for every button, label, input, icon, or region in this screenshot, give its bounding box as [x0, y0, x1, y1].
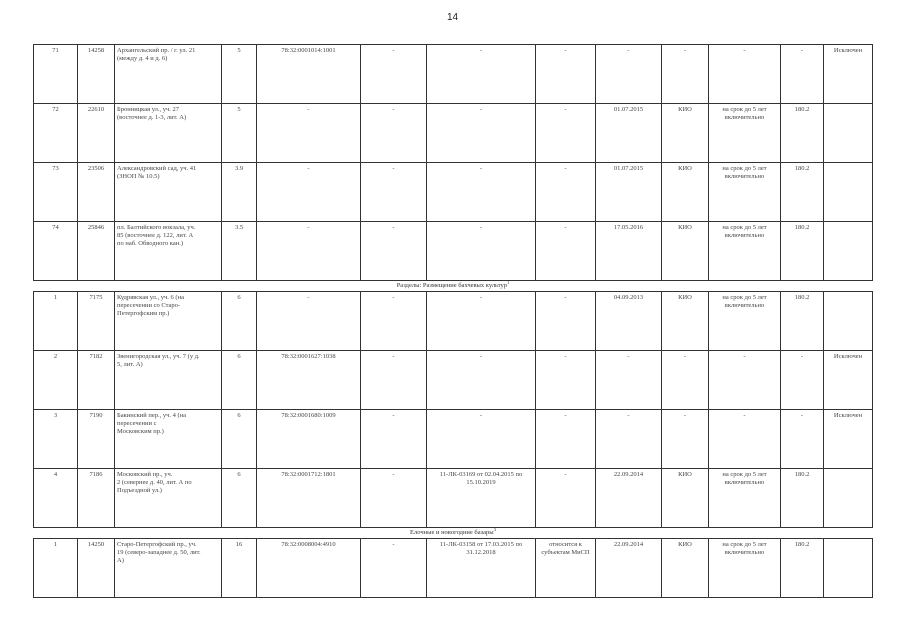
cell-area: 6	[222, 469, 257, 528]
address-line: 5, лит. А)	[117, 361, 143, 368]
cell-address	[115, 410, 222, 469]
cell-authority: КИО	[662, 292, 709, 351]
cell-contract: -	[427, 163, 536, 222]
cell-row-number: 4	[34, 469, 78, 528]
cell-status	[824, 539, 873, 598]
cell-cadastral-number: 78:32:0001712:1801	[257, 469, 361, 528]
cell-contract: -	[427, 222, 536, 281]
cell-cadastral-number: 78:32:0001627:1038	[257, 351, 361, 410]
cell-date: 01.07.2015	[596, 163, 662, 222]
cell-date: -	[596, 45, 662, 104]
cell-status: Исключен	[824, 351, 873, 410]
cell-area: 3.5	[222, 222, 257, 281]
cell-row-number: 71	[34, 45, 78, 104]
address-line: Московским пр.)	[117, 428, 164, 435]
cell-authority: -	[662, 45, 709, 104]
cell-contract: -	[427, 104, 536, 163]
cell-cadastral-number: 78:32:0001014:1001	[257, 45, 361, 104]
cell-term: на срок до 5 лет включительно	[709, 163, 781, 222]
address-line: (между д. 4 и д. 6)	[117, 55, 168, 62]
cell-area: 3.9	[222, 163, 257, 222]
cell-object-id: 25846	[78, 222, 115, 281]
cell-row-number: 3	[34, 410, 78, 469]
cell-authority: -	[662, 410, 709, 469]
table-row	[34, 104, 873, 163]
cell-term: -	[709, 410, 781, 469]
cell-date: -	[596, 351, 662, 410]
address-line: (восточнее д. 1-3, лит. А)	[117, 114, 187, 121]
cell-address	[115, 45, 222, 104]
cell-smb-status: -	[536, 351, 596, 410]
cell-contract: 11-ЛК-03169 от 02.04.2015 по 15.10.2019	[427, 469, 536, 528]
cell-object-id: 22610	[78, 104, 115, 163]
cell-row-number: 73	[34, 163, 78, 222]
address-line: Кудрявская ул., уч. 6 (на	[117, 294, 184, 301]
cell-contract: -	[427, 351, 536, 410]
cell-col-5: -	[361, 163, 427, 222]
data-table	[33, 44, 873, 598]
address-line: 19 (северо-западнее д. 50, лит.	[117, 549, 201, 556]
address-line: Подъездной ул.)	[117, 487, 162, 494]
page-number: 14	[446, 12, 459, 23]
footnote-marker: 3	[493, 527, 496, 532]
section-heading-text: Елочные и новогодние базары	[410, 529, 494, 536]
cell-contract: 11-ЛК-03158 от 17.03.2015 по 31.12.2018	[427, 539, 536, 598]
cell-date: 04.09.2013	[596, 292, 662, 351]
address-line: Петергофским пр.)	[117, 310, 170, 317]
cell-date: 22.09.2014	[596, 539, 662, 598]
cell-authority: КИО	[662, 539, 709, 598]
cell-authority: КИО	[662, 222, 709, 281]
cell-smb-status: -	[536, 163, 596, 222]
cell-term: на срок до 5 лет включительно	[709, 292, 781, 351]
cell-smb-status: относится к субъектам МиСП	[536, 539, 596, 598]
address-line: по наб. Обводного кан.)	[117, 240, 183, 247]
cell-status: Исключен	[824, 410, 873, 469]
cell-row-number: 1	[34, 539, 78, 598]
address-line: пл. Балтийского вокзала, уч.	[117, 224, 196, 231]
cell-object-id: 7175	[78, 292, 115, 351]
cell-term: -	[709, 45, 781, 104]
cell-term: на срок до 5 лет включительно	[709, 104, 781, 163]
cell-col-5: -	[361, 104, 427, 163]
cell-term: на срок до 5 лет включительно	[709, 222, 781, 281]
cell-object-id: 14258	[78, 45, 115, 104]
section-heading-text: Разделы: Размещение бахчевых культур	[396, 282, 508, 289]
cell-object-id: 7186	[78, 469, 115, 528]
cell-smb-status: -	[536, 222, 596, 281]
table-row	[34, 292, 873, 351]
table-row	[34, 222, 873, 281]
cell-term: на срок до 5 лет включительно	[709, 539, 781, 598]
table-row	[34, 539, 873, 598]
cell-col-5: -	[361, 410, 427, 469]
cell-col-5: -	[361, 222, 427, 281]
cell-object-id: 7190	[78, 410, 115, 469]
cell-smb-status: -	[536, 104, 596, 163]
cell-status	[824, 163, 873, 222]
address-line: Александровский сад, уч. 41	[117, 165, 197, 172]
cell-area: 5	[222, 104, 257, 163]
cell-address	[115, 163, 222, 222]
cell-authority: КИО	[662, 104, 709, 163]
cell-address	[115, 539, 222, 598]
cell-code: -	[781, 351, 824, 410]
cell-date: 01.07.2015	[596, 104, 662, 163]
section-heading-row	[34, 528, 873, 539]
cell-term: -	[709, 351, 781, 410]
cell-address	[115, 104, 222, 163]
cell-code: -	[781, 410, 824, 469]
cell-contract: -	[427, 292, 536, 351]
cell-address	[115, 351, 222, 410]
cell-contract: -	[427, 45, 536, 104]
address-line: Архангельский пр. / г. ул. 21	[117, 47, 196, 54]
cell-code: 180.2	[781, 539, 824, 598]
cell-cadastral-number: -	[257, 104, 361, 163]
address-line: (ЗНОП № 10.5)	[117, 173, 160, 180]
table-row	[34, 45, 873, 104]
cell-smb-status: -	[536, 410, 596, 469]
cell-term: на срок до 5 лет включительно	[709, 469, 781, 528]
cell-address	[115, 292, 222, 351]
cell-code: 180.2	[781, 222, 824, 281]
address-line: Московский пр., уч.	[117, 471, 173, 478]
cell-object-id: 14250	[78, 539, 115, 598]
cell-object-id: 23506	[78, 163, 115, 222]
cell-col-5: -	[361, 45, 427, 104]
address-line: Бакинский пер., уч. 4 (на	[117, 412, 187, 419]
cell-row-number: 72	[34, 104, 78, 163]
cell-address	[115, 469, 222, 528]
address-line: пересечении со Старо-	[117, 302, 181, 309]
cell-col-5: -	[361, 351, 427, 410]
address-line: Старо-Петергофский пр., уч.	[117, 541, 197, 548]
cell-area: 6	[222, 410, 257, 469]
cell-status	[824, 292, 873, 351]
cell-status: Исключен	[824, 45, 873, 104]
cell-cadastral-number: -	[257, 222, 361, 281]
section-heading	[34, 528, 873, 539]
cell-authority: КИО	[662, 469, 709, 528]
cell-cadastral-number: -	[257, 163, 361, 222]
cell-area: 5	[222, 45, 257, 104]
cell-code: 180.2	[781, 292, 824, 351]
section-heading	[34, 281, 873, 292]
cell-address	[115, 222, 222, 281]
address-line: Бронницкая ул., уч. 27	[117, 106, 180, 113]
address-line: пересечении с	[117, 420, 157, 427]
cell-date: -	[596, 410, 662, 469]
cell-date: 22.09.2014	[596, 469, 662, 528]
cell-status	[824, 222, 873, 281]
cell-code: -	[781, 45, 824, 104]
cell-status	[824, 104, 873, 163]
cell-status	[824, 469, 873, 528]
cell-cadastral-number: 78:32:0008004:4910	[257, 539, 361, 598]
address-line: 85 (восточнее д. 122, лит. А	[117, 232, 194, 239]
cell-code: 180.2	[781, 104, 824, 163]
cell-col-5: -	[361, 539, 427, 598]
cell-authority: КИО	[662, 163, 709, 222]
table-row	[34, 410, 873, 469]
table-row	[34, 351, 873, 410]
cell-row-number: 1	[34, 292, 78, 351]
table-row	[34, 469, 873, 528]
cell-area: 16	[222, 539, 257, 598]
cell-authority: -	[662, 351, 709, 410]
cell-code: 180.2	[781, 469, 824, 528]
cell-smb-status: -	[536, 469, 596, 528]
cell-code: 180.2	[781, 163, 824, 222]
cell-col-5: -	[361, 469, 427, 528]
address-line: 2 (севернее д. 40, лит. А по	[117, 479, 192, 486]
table-row	[34, 163, 873, 222]
footnote-marker: 1	[507, 280, 510, 285]
address-line: Звенигородская ул., уч. 7 (у д.	[117, 353, 200, 360]
cell-cadastral-number: 78:32:0001680:1009	[257, 410, 361, 469]
cell-area: 6	[222, 292, 257, 351]
section-heading-row	[34, 281, 873, 292]
cell-object-id: 7182	[78, 351, 115, 410]
cell-row-number: 74	[34, 222, 78, 281]
cell-contract: -	[427, 410, 536, 469]
cell-smb-status: -	[536, 292, 596, 351]
address-line: А)	[117, 557, 124, 564]
cell-smb-status: -	[536, 45, 596, 104]
cell-area: 6	[222, 351, 257, 410]
cell-date: 17.05.2016	[596, 222, 662, 281]
cell-cadastral-number: -	[257, 292, 361, 351]
cell-col-5: -	[361, 292, 427, 351]
cell-row-number: 2	[34, 351, 78, 410]
